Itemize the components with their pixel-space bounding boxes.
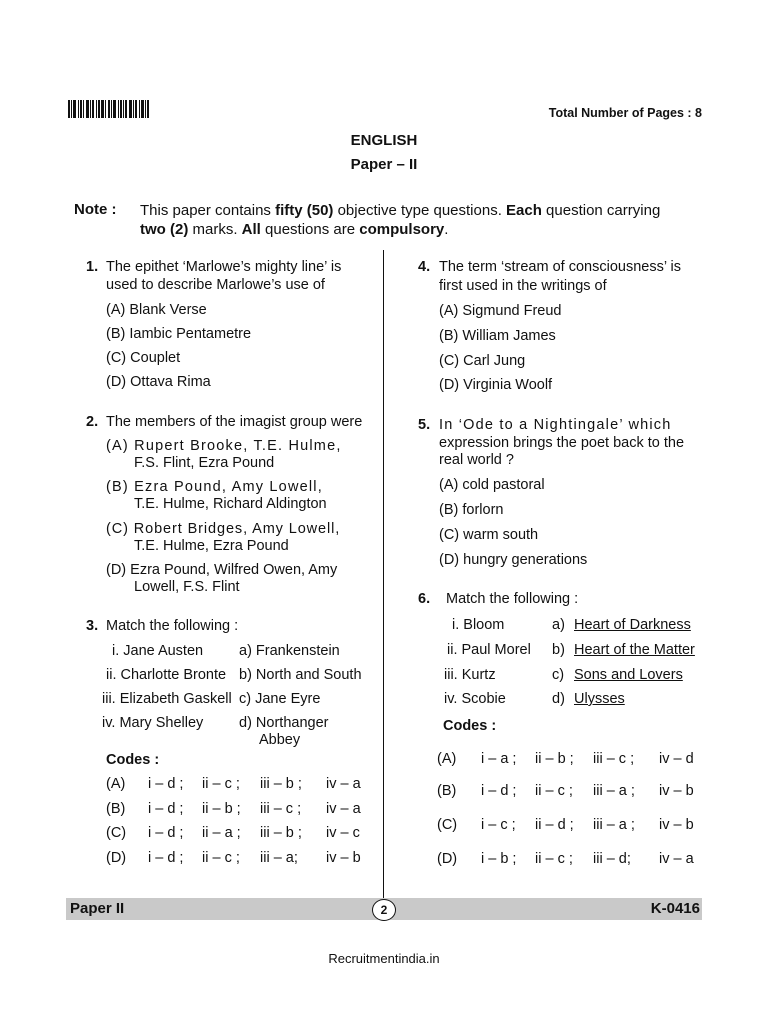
option-d-cont: Lowell, F.S. Flint [134, 579, 240, 595]
source-site: Recruitmentindia.in [328, 951, 440, 966]
option-d: (D) Ottava Rima [106, 374, 211, 390]
note-label: Note : [74, 201, 117, 218]
total-pages: Total Number of Pages : 8 [548, 106, 702, 120]
option-c: (C) Carl Jung [439, 353, 526, 369]
match-right-2: b) North and South [239, 667, 362, 683]
question-text: Match the following : [446, 591, 579, 607]
option-b: (B) forlorn [439, 502, 504, 518]
match-left-4: iv. Scobie [444, 691, 506, 707]
match-left-4: iv. Mary Shelley [102, 715, 204, 731]
match-right-1: a) Frankenstein [239, 643, 340, 659]
option-c: (C) Couplet [106, 350, 181, 366]
match-right-4: d) Northanger [239, 715, 329, 731]
match-right-2: Heart of the Matter [574, 642, 695, 658]
question-number: 5. [418, 417, 431, 433]
column-divider [383, 250, 384, 898]
match-right-4: Ulysses [574, 691, 625, 707]
subject-title: ENGLISH [350, 132, 418, 149]
option-b: (B) Ezra Pound, Amy Lowell, [106, 479, 323, 495]
option-c: (C) Robert Bridges, Amy Lowell, [106, 521, 341, 537]
option-a: (A) cold pastoral [439, 477, 545, 493]
question-number: 3. [86, 618, 99, 634]
option-d: (D) Virginia Woolf [439, 377, 553, 393]
match-left-3: iii. Kurtz [444, 667, 496, 683]
footer-code: K-0416 [650, 900, 700, 917]
question-text: The members of the imagist group were [106, 414, 363, 430]
option-b-cont: T.E. Hulme, Richard Aldington [134, 496, 327, 512]
option-d: (D) Ezra Pound, Wilfred Owen, Amy [106, 562, 338, 578]
question-number: 6. [418, 591, 431, 607]
question-text: The term ‘stream of consciousness’ is [439, 259, 682, 275]
match-right-4-cont: Abbey [259, 732, 301, 748]
question-number: 2. [86, 414, 99, 430]
option-c-cont: T.E. Hulme, Ezra Pound [134, 538, 289, 554]
page-number: 2 [372, 899, 396, 921]
match-right-3: Sons and Lovers [574, 667, 683, 683]
question-text: In ‘Ode to a Nightingale’ which [439, 417, 672, 433]
question-text: The epithet ‘Marlowe’s mighty line’ is [106, 259, 342, 275]
option-d: (D) hungry generations [439, 552, 588, 568]
footer-paper-label: Paper II [70, 900, 125, 917]
question-number: 1. [86, 259, 99, 275]
match-left-1: i. Jane Austen [112, 643, 204, 659]
match-left-2: ii. Charlotte Bronte [106, 667, 227, 683]
codes-label: Codes : [106, 752, 160, 768]
codes-label: Codes : [443, 718, 497, 734]
match-right-1: Heart of Darkness [574, 617, 691, 633]
question-text: used to describe Marlowe’s use of [106, 277, 325, 293]
question-text: first used in the writings of [439, 278, 607, 294]
note-text: This paper contains fifty (50) objective type questions. Each question carrying two (2) marks. All questions are compulsory. [140, 202, 661, 238]
option-b: (B) William James [439, 328, 556, 344]
match-right-3: c) Jane Eyre [239, 691, 321, 707]
match-left-2: ii. Paul Morel [447, 642, 531, 658]
match-left-3: iii. Elizabeth Gaskell [102, 691, 232, 707]
question-number: 4. [418, 259, 431, 275]
option-a: (A) Rupert Brooke, T.E. Hulme, [106, 438, 342, 454]
option-a: (A) Blank Verse [106, 302, 207, 318]
question-text: real world ? [439, 452, 514, 468]
question-text: expression brings the poet back to the [439, 435, 685, 451]
match-left-1: i. Bloom [452, 617, 505, 633]
option-a: (A) Sigmund Freud [439, 303, 562, 319]
option-c: (C) warm south [439, 527, 539, 543]
paper-title: Paper – II [350, 156, 418, 173]
option-b: (B) Iambic Pentametre [106, 326, 252, 342]
question-text: Match the following : [106, 618, 239, 634]
option-a-cont: F.S. Flint, Ezra Pound [134, 455, 275, 471]
barcode [68, 100, 168, 118]
